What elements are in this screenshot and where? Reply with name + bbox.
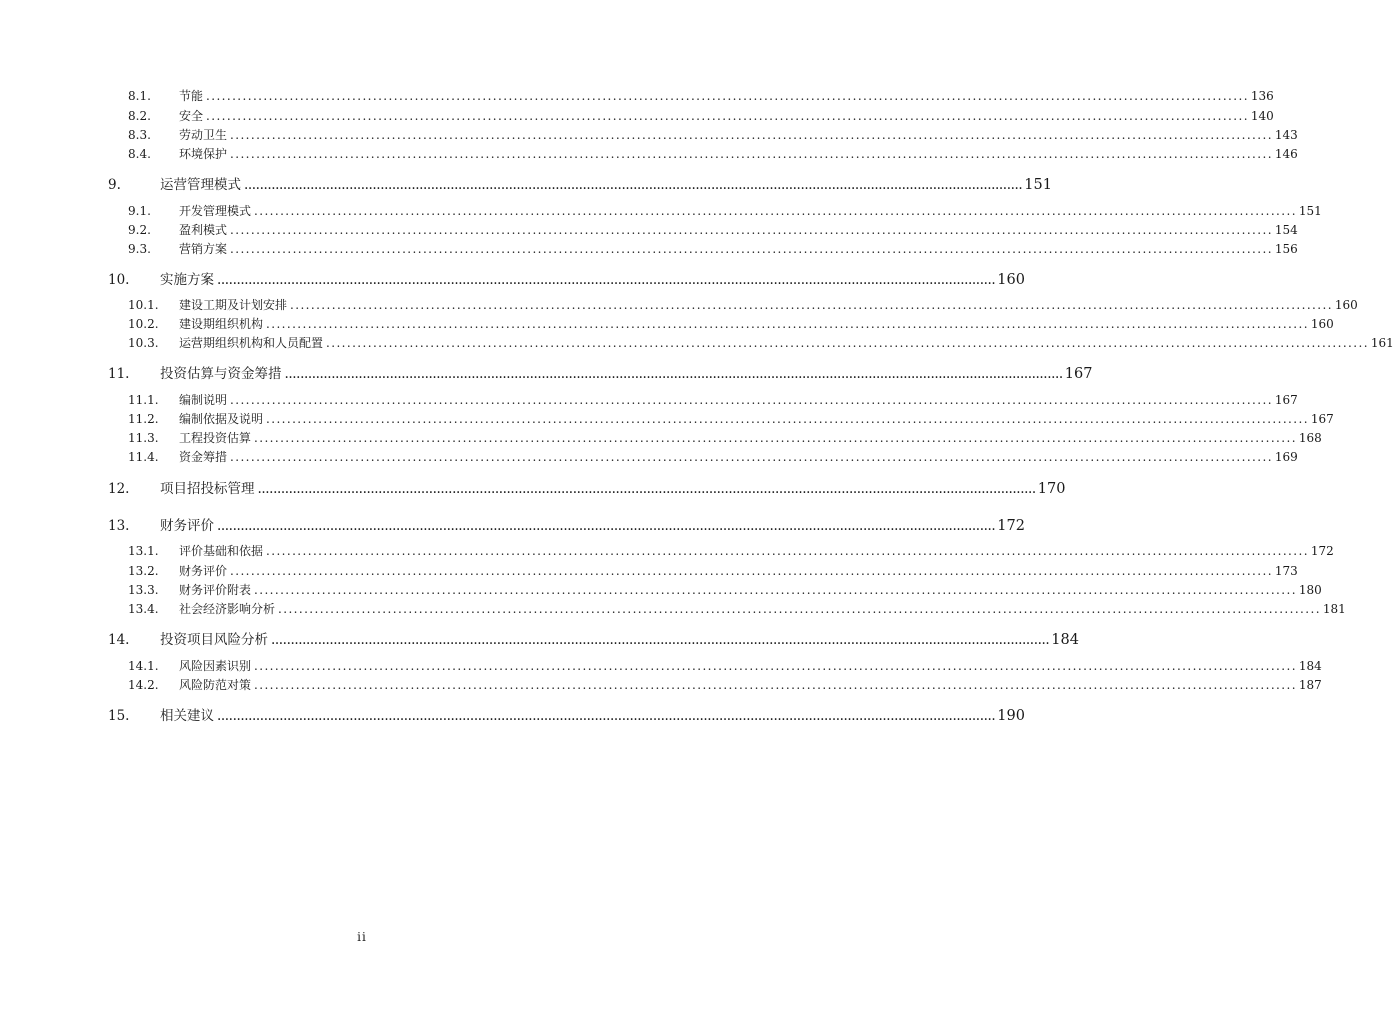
toc-entry-page: 181 bbox=[1322, 602, 1346, 616]
toc-entry-title: 运营期组织机构和人员配置 bbox=[179, 336, 324, 350]
toc-entry-title: 节能 bbox=[179, 89, 204, 103]
toc-entry[interactable] bbox=[128, 334, 1394, 351]
toc-entry[interactable] bbox=[128, 410, 1334, 427]
toc-entry[interactable] bbox=[128, 202, 1322, 219]
toc-entry-page: 184 bbox=[1298, 659, 1322, 673]
toc-dot-leader: ........................................................................................................................................................................................................ bbox=[284, 366, 1063, 382]
toc-entry-number: 14.2. bbox=[128, 678, 159, 692]
toc-entry-title: 运营管理模式 bbox=[160, 177, 241, 193]
toc-entry[interactable] bbox=[128, 221, 1298, 238]
toc-entry[interactable] bbox=[128, 296, 1358, 313]
toc-entry[interactable] bbox=[108, 362, 1093, 382]
toc-entry[interactable] bbox=[128, 240, 1298, 257]
toc-entry-number: 9.1. bbox=[128, 204, 151, 218]
toc-entry-title: 财务评价 bbox=[160, 518, 214, 534]
toc-entry-title: 编制依据及说明 bbox=[179, 412, 264, 426]
toc-entry-title: 开发管理模式 bbox=[179, 204, 252, 218]
toc-entry-page: 172 bbox=[1310, 544, 1334, 558]
toc-entry-title: 实施方案 bbox=[160, 272, 214, 288]
toc-entry-number: 14.1. bbox=[128, 659, 159, 673]
toc-entry-number: 10.2. bbox=[128, 317, 159, 331]
toc-entry[interactable] bbox=[128, 126, 1298, 143]
toc-entry-number: 13.4. bbox=[128, 602, 159, 616]
toc-entry-title: 财务评价附表 bbox=[179, 583, 252, 597]
toc-entry-title: 社会经济影响分析 bbox=[179, 602, 276, 616]
toc-entry-number: 8.3. bbox=[128, 128, 151, 142]
toc-entry[interactable] bbox=[128, 581, 1322, 598]
toc-entry-number: 8.2. bbox=[128, 109, 151, 123]
toc-entry-page: 180 bbox=[1298, 583, 1322, 597]
toc-entry-title: 工程投资估算 bbox=[179, 431, 252, 445]
toc-entry-page: 160 bbox=[1334, 298, 1358, 312]
toc-dot-leader: ........................................................................................................................................................................................................ bbox=[206, 109, 1249, 123]
toc-dot-leader: ........................................................................................................................................................................................................ bbox=[230, 223, 1273, 237]
toc-entry-page: 167 bbox=[1064, 366, 1093, 382]
toc-entry-number: 13. bbox=[108, 518, 130, 534]
toc-entry[interactable] bbox=[108, 173, 1052, 193]
toc-entry-page: 169 bbox=[1274, 450, 1298, 464]
toc-entry-page: 140 bbox=[1250, 109, 1274, 123]
toc-entry-page: 156 bbox=[1274, 242, 1298, 256]
toc-entry-title: 安全 bbox=[179, 109, 204, 123]
toc-entry[interactable] bbox=[128, 87, 1274, 104]
toc-entry-number: 11.3. bbox=[128, 431, 159, 445]
toc-entry-page: 172 bbox=[997, 518, 1025, 534]
toc-entry[interactable] bbox=[128, 542, 1334, 559]
toc-entry-page: 184 bbox=[1051, 632, 1079, 648]
toc-dot-leader: ........................................................................................................................................................................................................ bbox=[271, 632, 1050, 648]
toc-dot-leader: ........................................................................................................................................................................................................ bbox=[266, 544, 1309, 558]
toc-entry-title: 风险防范对策 bbox=[179, 678, 252, 692]
toc-dot-leader: ........................................................................................................................................................................................................ bbox=[230, 564, 1273, 578]
toc-entry[interactable] bbox=[128, 107, 1274, 124]
toc-entry-number: 10.3. bbox=[128, 336, 159, 350]
toc-entry[interactable] bbox=[108, 628, 1079, 648]
toc-dot-leader: ........................................................................................................................................................................................................ bbox=[230, 242, 1273, 256]
toc-entry-page: 160 bbox=[1310, 317, 1334, 331]
toc-entry[interactable] bbox=[128, 600, 1346, 617]
toc-entry-title: 投资项目风险分析 bbox=[160, 632, 268, 648]
toc-entry[interactable] bbox=[108, 704, 1025, 724]
toc-dot-leader: ........................................................................................................................................................................................................ bbox=[266, 412, 1309, 426]
toc-dot-leader: ........................................................................................................................................................................................................ bbox=[230, 393, 1273, 407]
toc-entry-title: 编制说明 bbox=[179, 393, 228, 407]
toc-entry[interactable] bbox=[128, 657, 1322, 674]
toc-entry-number: 9.3. bbox=[128, 242, 151, 256]
toc-entry-title: 建设工期及计划安排 bbox=[179, 298, 288, 312]
toc-entry-page: 151 bbox=[1298, 204, 1322, 218]
toc-entry-number: 10. bbox=[108, 272, 130, 288]
toc-entry-title: 营销方案 bbox=[179, 242, 228, 256]
toc-entry-title: 建设期组织机构 bbox=[179, 317, 264, 331]
toc-entry-title: 投资估算与资金筹措 bbox=[160, 366, 282, 382]
toc-entry-page: 161 bbox=[1370, 336, 1394, 350]
toc-dot-leader: ........................................................................................................................................................................................................ bbox=[326, 336, 1369, 350]
toc-entry-number: 8.4. bbox=[128, 147, 151, 161]
toc-entry[interactable] bbox=[128, 315, 1334, 332]
toc-dot-leader: ........................................................................................................................................................................................................ bbox=[254, 659, 1297, 673]
toc-entry-page: 143 bbox=[1274, 128, 1298, 142]
toc-entry-page: 168 bbox=[1298, 431, 1322, 445]
toc-entry[interactable] bbox=[128, 448, 1298, 465]
toc-entry-number: 15. bbox=[108, 708, 130, 724]
toc-dot-leader: ........................................................................................................................................................................................................ bbox=[206, 89, 1249, 103]
toc-entry-title: 评价基础和依据 bbox=[179, 544, 264, 558]
toc-entry-title: 盈利模式 bbox=[179, 223, 228, 237]
toc-entry-page: 173 bbox=[1274, 564, 1298, 578]
toc-entry-page: 167 bbox=[1310, 412, 1334, 426]
toc-entry-number: 13.2. bbox=[128, 564, 159, 578]
toc-dot-leader: ........................................................................................................................................................................................................ bbox=[254, 204, 1297, 218]
toc-entry[interactable] bbox=[128, 145, 1298, 162]
toc-dot-leader: ........................................................................................................................................................................................................ bbox=[266, 317, 1309, 331]
toc-entry[interactable] bbox=[108, 477, 1066, 497]
toc-entry-title: 相关建议 bbox=[160, 708, 214, 724]
toc-dot-leader: ........................................................................................................................................................................................................ bbox=[230, 147, 1273, 161]
toc-entry-title: 风险因素识别 bbox=[179, 659, 252, 673]
toc-entry-number: 8.1. bbox=[128, 89, 151, 103]
toc-entry-number: 11.4. bbox=[128, 450, 159, 464]
toc-entry-number: 11.2. bbox=[128, 412, 159, 426]
toc-entry-number: 10.1. bbox=[128, 298, 159, 312]
toc-entry-number: 13.1. bbox=[128, 544, 159, 558]
toc-entry[interactable] bbox=[128, 391, 1298, 408]
toc-entry-page: 170 bbox=[1037, 481, 1066, 497]
toc-entry[interactable] bbox=[108, 514, 1025, 534]
toc-dot-leader: ........................................................................................................................................................................................................ bbox=[254, 583, 1297, 597]
toc-dot-leader: ........................................................................................................................................................................................................ bbox=[217, 708, 996, 724]
toc-dot-leader: ........................................................................................................................................................................................................ bbox=[244, 177, 1023, 193]
toc-entry-page: 151 bbox=[1024, 177, 1052, 193]
toc-dot-leader: ........................................................................................................................................................................................................ bbox=[254, 678, 1297, 692]
toc-entry[interactable] bbox=[108, 268, 1025, 288]
toc-entry-page: 154 bbox=[1274, 223, 1298, 237]
toc-entry-title: 资金筹措 bbox=[179, 450, 228, 464]
toc-dot-leader: ........................................................................................................................................................................................................ bbox=[230, 450, 1273, 464]
toc-entry-page: 160 bbox=[997, 272, 1025, 288]
toc-entry-page: 136 bbox=[1250, 89, 1274, 103]
toc-entry[interactable] bbox=[128, 429, 1322, 446]
toc-entry[interactable] bbox=[128, 676, 1322, 693]
toc-entry-number: 9.2. bbox=[128, 223, 151, 237]
toc-dot-leader: ........................................................................................................................................................................................................ bbox=[254, 431, 1297, 445]
toc-entry-page: 167 bbox=[1274, 393, 1298, 407]
toc-entry-title: 环境保护 bbox=[179, 147, 228, 161]
toc-entry-title: 项目招投标管理 bbox=[160, 481, 255, 497]
toc-entry-number: 12. bbox=[108, 481, 130, 497]
toc-entry-number: 14. bbox=[108, 632, 130, 648]
toc-dot-leader: ........................................................................................................................................................................................................ bbox=[230, 128, 1273, 142]
toc-entry-title: 财务评价 bbox=[179, 564, 228, 578]
toc-entry-page: 190 bbox=[997, 708, 1025, 724]
toc-dot-leader: ........................................................................................................................................................................................................ bbox=[217, 272, 996, 288]
toc-entry-page: 146 bbox=[1274, 147, 1298, 161]
toc-entry-number: 13.3. bbox=[128, 583, 159, 597]
toc-entry[interactable] bbox=[128, 562, 1298, 579]
toc-dot-leader: ........................................................................................................................................................................................................ bbox=[257, 481, 1036, 497]
toc-dot-leader: ........................................................................................................................................................................................................ bbox=[278, 602, 1321, 616]
toc-entry-number: 9. bbox=[108, 177, 121, 193]
toc-entry-page: 187 bbox=[1298, 678, 1322, 692]
toc-entry-number: 11. bbox=[108, 366, 130, 382]
toc-dot-leader: ........................................................................................................................................................................................................ bbox=[217, 518, 996, 534]
toc-entry-title: 劳动卫生 bbox=[179, 128, 228, 142]
toc-entry-number: 11.1. bbox=[128, 393, 159, 407]
toc-dot-leader: ........................................................................................................................................................................................................ bbox=[290, 298, 1333, 312]
page-number: ii bbox=[357, 930, 367, 944]
